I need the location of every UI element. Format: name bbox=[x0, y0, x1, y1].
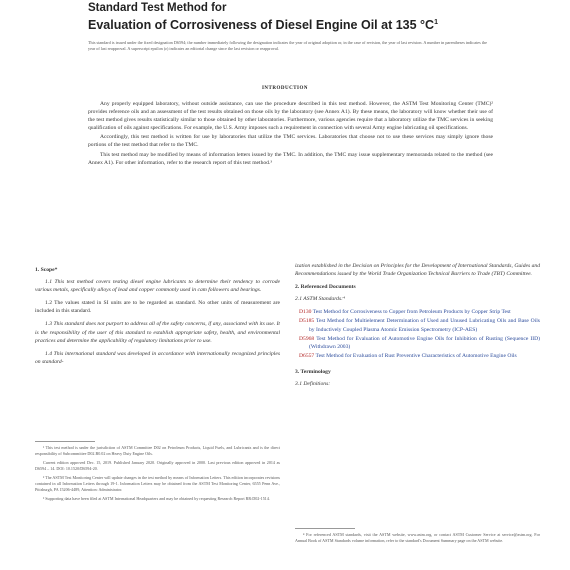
title-line-2: Evaluation of Corrosiveness of Diesel Engine Oil at 135 $^\circ C^1$ bbox=[88, 18, 438, 33]
footnote: ¹ This test method is under the jurisdiction of ASTM Committee D02 on Petroleum Products, Liquid Fuels, and Lubricants and is the direct responsibility of Subcommittee D02.B0.02 on Heavy Duty Engine Oils. bbox=[35, 445, 280, 456]
title-line-1: Standard Test Method for bbox=[88, 2, 227, 14]
reference-code[interactable]: D5968 bbox=[299, 335, 315, 342]
right-footnotes bbox=[295, 532, 540, 547]
definitions-line: 3.1 Definitions: bbox=[295, 381, 331, 388]
intro-paragraph: This test method may be modified by means of information letters issued by the TMC. In addition, the TMC may issue supplementary memoranda related to the method (see Annex A1). For other information, refer to the research report of this test method.³ bbox=[88, 151, 493, 166]
scope-heading: 1. Scope* bbox=[35, 267, 58, 273]
astm-standards-line: 2.1 ASTM Standards:⁴ bbox=[295, 296, 345, 303]
scope-1-3: 1.3 This standard does not purport to address all of the safety concerns, if any, associated with its use. It is the responsibility of the user of this standard to establish appropriate safety, health, and environmental practices and determine the applicability of regulatory limitations prior to use. bbox=[35, 321, 280, 344]
document-title bbox=[88, 2, 438, 33]
footnote: ² The ASTM Test Monitoring Center will update changes in the test method by means of Information Letters. This edition incorporates revisions contained in all Information Letters through 19-1. Information Letters may be obtained from the ASTM Test Monitoring Center, 6555 Penn Ave., Pittsburgh, PA 15206-4489, Attention: Administrator. bbox=[35, 475, 280, 492]
referenced-documents-heading: 2. Referenced Documents bbox=[295, 284, 356, 291]
reference-title[interactable]: Test Method for Evaluation of Rust Preventive Characteristics of Automotive Engine Oils bbox=[315, 352, 517, 359]
footnote-rule bbox=[35, 441, 95, 442]
designation-notice: This standard is issued under the fixed designation D6594; the number immediately following the designation indicates the year of original adoption or, in the case of revision, the year of last revision. A number in parentheses indicates the year of last reapproval. A superscript epsilon (ε) indicates an editorial change since the last revision or reapproval. bbox=[88, 40, 487, 51]
footnote: Current edition approved Dec. 15, 2019. Published January 2020. Originally approved in 2000. Last previous edition approved in 2014 as D6594 – 14. DOI: 10.1520/D6594-20. bbox=[35, 460, 280, 471]
footnote: ³ Supporting data have been filed at ASTM International Headquarters and may be obtained by requesting Research Report RR:D02-1514. bbox=[43, 496, 270, 502]
reference-item[interactable] bbox=[295, 352, 540, 360]
reference-title[interactable]: Test Method for Evaluation of Automotive Engine Oils for Inhibition of Rusting (Sequence IID) (Withdrawn 2003) bbox=[309, 335, 540, 350]
reference-title[interactable]: Test Method for Multielement Determination of Used and Unused Lubricating Oils and Base Oils by Inductively Coupled Plasma Atomic Emission Spectrometry (ICP-AES) bbox=[309, 318, 540, 333]
scope-1-2: 1.2 The values stated in SI units are to be regarded as standard. No other units of measurement are included in this standard. bbox=[35, 300, 280, 315]
introduction-body bbox=[88, 100, 493, 168]
intro-paragraph: Accordingly, this test method is written for use by laboratories that utilize the TMC services. Laboratories that choose not to use these services may simply ignore those portions of the test method that refer to the TMC. bbox=[88, 134, 493, 149]
right-footnote-rule bbox=[295, 528, 355, 529]
reference-item[interactable] bbox=[295, 317, 540, 333]
scope-1-1: 1.1 This test method covers testing diesel engine lubricants to determine their tendency to corrode various metals, specifically alloys of lead and copper commonly used in cam followers and bearings. bbox=[35, 279, 280, 294]
footnote: ⁴ For referenced ASTM standards, visit the ASTM website, www.astm.org, or contact ASTM Customer Service at service@astm.org. For Annual Book of ASTM Standards volume information, refer to the standard's Document Summary page on the ASTM website. bbox=[295, 532, 540, 543]
reference-item[interactable] bbox=[295, 308, 540, 316]
reference-code[interactable]: D6557 bbox=[299, 352, 315, 359]
introduction-heading: INTRODUCTION bbox=[261, 86, 308, 91]
terminology-heading: 3. Terminology bbox=[295, 368, 331, 375]
reference-code[interactable]: D5185 bbox=[299, 318, 315, 325]
scope-continuation: ization established in the Decision on Principles for the Development of International Standards, Guides and Recommendations issued by the World Trade Organization Technical Barriers to Trade (TBT) Committee. bbox=[295, 263, 540, 278]
intro-paragraph: Any properly equipped laboratory, without outside assistance, can use the procedure described in this test method. However, the ASTM Test Monitoring Center (TMC)² provides reference oils and an assessment of the test results obtained on those oils by the laboratory (see Annex A1). By these means, the laboratory will know whether their use of the test method gives results statistically similar to those obtained by other laboratories. Furthermore, various agencies require that a laboratory utilize the TMC services in seeking qualification of oils against specifications. For example, the U.S. Army imposes such a requirement in connection with several Army engine lubricating oil specifications. bbox=[88, 101, 493, 132]
footnotes bbox=[35, 445, 280, 506]
scope-1-4: 1.4 This international standard was developed in accordance with internationally recognized principles on standard- bbox=[35, 350, 280, 365]
left-column bbox=[35, 262, 280, 371]
reference-item[interactable] bbox=[295, 335, 540, 351]
reference-code[interactable]: D130 bbox=[299, 309, 312, 316]
reference-title[interactable]: Test Method for Corrosiveness to Copper from Petroleum Products by Copper Strip Test bbox=[312, 309, 511, 316]
right-column bbox=[295, 262, 540, 393]
